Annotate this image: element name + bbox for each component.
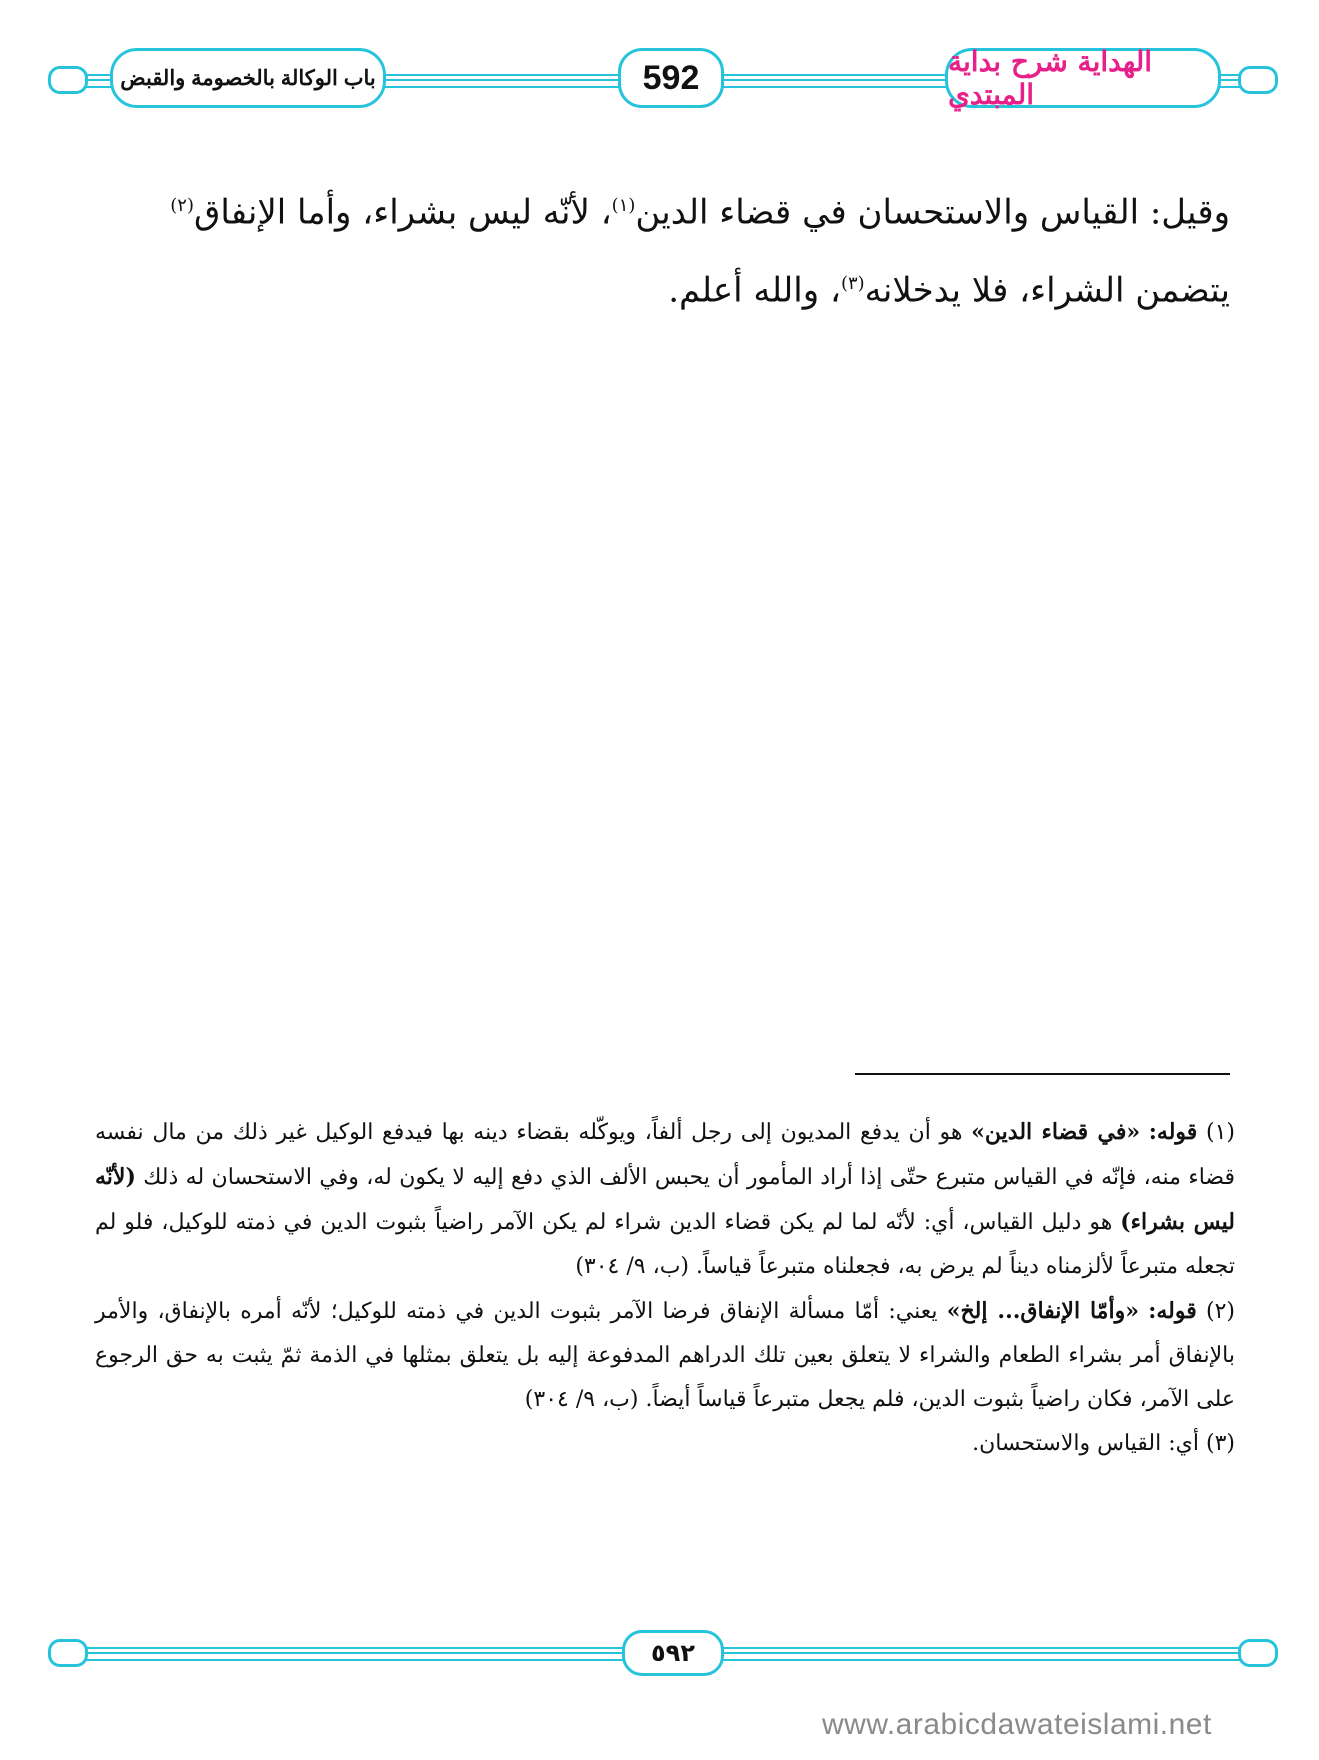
- main-text-part-4: ، والله أعلم.: [668, 270, 841, 311]
- footnote-ref-1[interactable]: (١): [611, 195, 636, 216]
- footnote-lead: قوله:: [1148, 1119, 1198, 1145]
- footnote-number: (١): [1205, 1120, 1235, 1145]
- chapter-title: باب الوكالة بالخصومة والقبض: [120, 66, 376, 90]
- footnote-number: (٣): [1205, 1431, 1235, 1456]
- header-ornament-left: [48, 66, 88, 94]
- footnote-text-2: هو دليل القياس، أي: لأنّه لما لم يكن قضاء الدين شراء لم يكن الآمر راضياً بثبوت الدين في ذمته للوكيل، فلو لم تجعله متبرعاً لألزمناه ديناً لم يرض به، فجعلناه متبرعاً قياساً. (ب، ٩/ ٣٠٤): [95, 1210, 1235, 1279]
- footnote-text: أي: القياس والاستحسان.: [972, 1431, 1206, 1456]
- footnote-3: [95, 1422, 1235, 1466]
- main-text-part-1: وقيل: القياس والاستحسان في قضاء الدين: [635, 192, 1230, 233]
- footnote-text: هو أن يدفع المديون إلى رجل ألفاً، ويوكّله بقضاء دينه بها فيدفع الوكيل غير ذلك من مال نفسه قضاء منه، فإنّه في القياس متبرع حتّى إذا أراد المأمور أن يحبس الألف الذي دفع إليه لا يكون له، وفي الاستحسان له ذلك: [95, 1120, 1235, 1190]
- footnote-text: يعني: أمّا مسألة الإنفاق فرضا الآمر بثبوت الدين في ذمته للوكيل؛ لأنّه أمره بالإنفاق، والأمر بالإنفاق أمر بشراء الطعام والشراء لا يتعلق بعين تلك الدراهم المدفوعة إليه بل يتعلق بمثلها في الذمة ثمّ يثبت به حق الرجوع على الآمر، فكان راضياً بثبوت الدين، فلم يجعل متبرعاً قياساً أيضاً. (ب، ٩/ ٣٠٤): [95, 1299, 1235, 1412]
- footnote-1: [95, 1110, 1235, 1289]
- page-number: 592: [642, 58, 700, 97]
- footer-page-number-cartouche: [622, 1630, 724, 1676]
- main-text: [95, 170, 1230, 327]
- chapter-title-cartouche: [110, 48, 386, 108]
- main-text-part-2: ، لأنّه ليس بشراء، وأما الإنفاق: [193, 192, 612, 233]
- footnote-quote: «في قضاء الدين»: [971, 1119, 1141, 1145]
- header-ornament-right: [1238, 66, 1278, 94]
- book-title: الهداية شرح بداية المبتدي: [948, 45, 1153, 111]
- footer-ornament-right: [1238, 1639, 1278, 1667]
- footnote-2: [95, 1289, 1235, 1422]
- book-title-cartouche: [945, 45, 1221, 111]
- footnote-quote-2: (لأنّه ليس بشراء): [95, 1164, 1235, 1235]
- footnote-separator: [855, 1073, 1230, 1075]
- page-number-cartouche: [618, 48, 724, 108]
- footnote-ref-2[interactable]: (٢): [170, 195, 194, 216]
- footer-page-number: ٥٩٢: [651, 1639, 695, 1667]
- website-url[interactable]: www.arabicdawateislami.net: [822, 1708, 1212, 1741]
- footnote-ref-3[interactable]: (٣): [840, 273, 865, 295]
- main-text-part-3: يتضمن الشراء، فلا يدخلانه: [864, 270, 1230, 311]
- footnote-quote: «وأمّا الإنفاق... إلخ»: [946, 1298, 1139, 1324]
- footer-ornament-left: [48, 1639, 88, 1667]
- footnote-lead: قوله:: [1148, 1298, 1197, 1324]
- footnotes: [95, 1110, 1235, 1466]
- footnote-number: (٢): [1205, 1299, 1235, 1324]
